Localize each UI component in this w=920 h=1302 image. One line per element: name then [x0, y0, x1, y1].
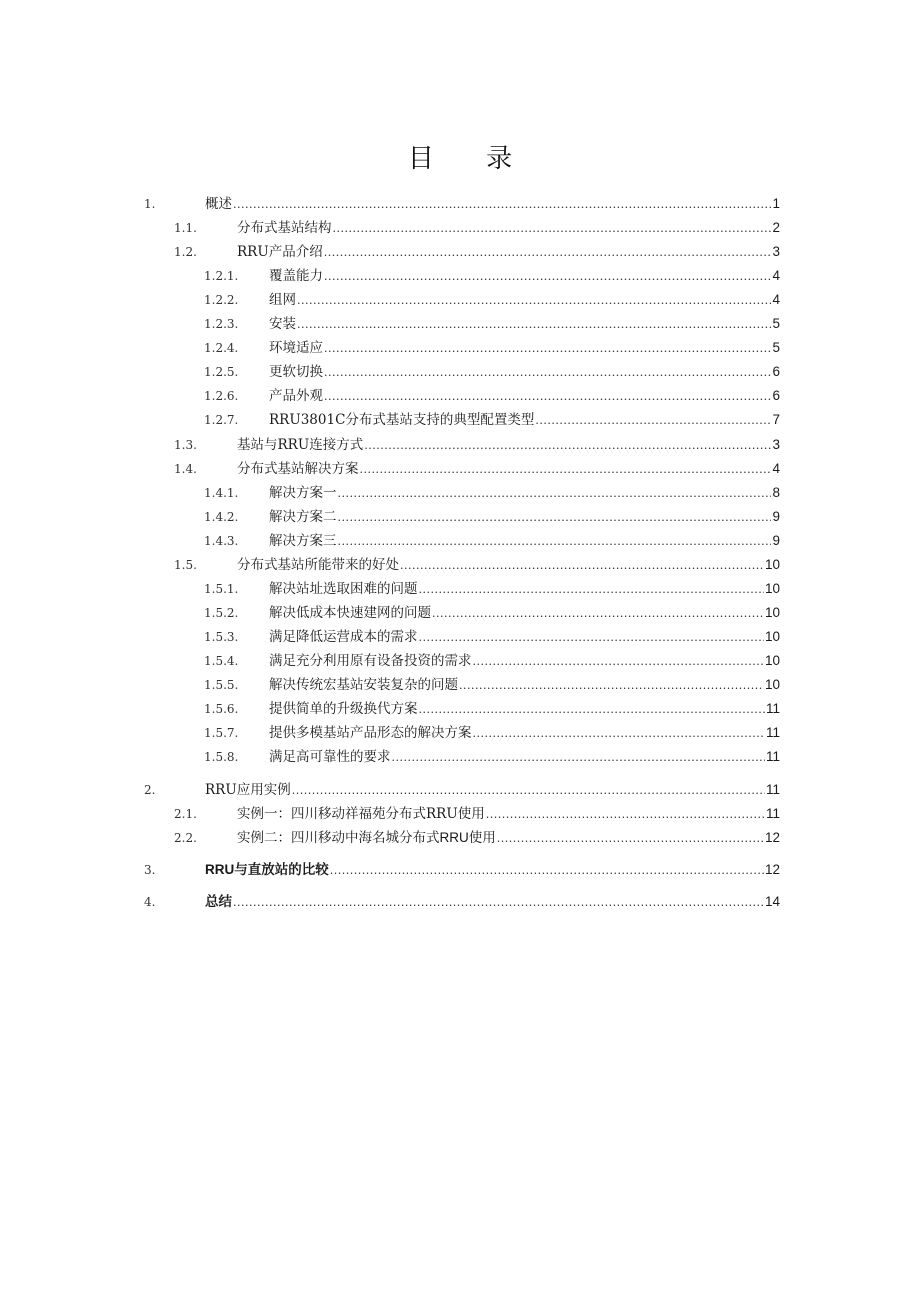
- toc-entry[interactable]: [138, 361, 780, 383]
- toc-entry[interactable]: [138, 803, 780, 825]
- toc-entry-title: 解决站址选取困难的问题: [269, 581, 418, 597]
- toc-leader-dots: [360, 459, 772, 481]
- toc-entry-page: 11: [765, 749, 780, 764]
- toc-entry-page: 11: [765, 806, 780, 821]
- toc-leader-dots: [297, 314, 771, 336]
- toc-entry-page: 12: [764, 862, 780, 877]
- toc-entry-title: 覆盖能力: [269, 268, 323, 284]
- toc-leader-dots: [324, 266, 771, 288]
- toc-entry-title: RRU应用实例: [205, 782, 291, 798]
- toc-entry-title: 实例二：四川移动中海名城分布式RRU使用: [237, 830, 496, 845]
- toc-entry-page: 11: [765, 701, 780, 716]
- toc-entry-page: 12: [764, 830, 780, 845]
- toc-entry-page: 3: [772, 437, 780, 452]
- toc-entry-number: 1.2.3.: [204, 317, 239, 331]
- toc-entry[interactable]: [138, 859, 780, 881]
- toc-entry-title: 分布式基站所能带来的好处: [237, 557, 399, 573]
- toc-entry-title: 更软切换: [269, 364, 323, 380]
- toc-entry-page: 10: [764, 581, 780, 596]
- toc-entry-number: 1.3.: [174, 438, 197, 452]
- toc-entry-number: 1.2.5.: [204, 365, 239, 379]
- toc-leader-dots: [324, 338, 771, 360]
- toc-entry-page: 2: [772, 220, 780, 235]
- toc-entry-number: 4.: [144, 895, 156, 909]
- toc-leader-dots: [432, 603, 764, 625]
- toc-entry-page: 5: [772, 340, 780, 355]
- toc-entry-number: 2.: [144, 783, 156, 797]
- toc-entry-title: 满足降低运营成本的需求: [269, 629, 418, 645]
- toc-leader-dots: [419, 627, 764, 649]
- toc-entry[interactable]: [138, 385, 780, 407]
- toc-entry-title: 安装: [269, 316, 296, 332]
- toc-entry-number: 1.5.2.: [204, 606, 239, 620]
- toc-entry-page: 4: [772, 292, 780, 307]
- toc-entry-number: 1.2.4.: [204, 341, 239, 355]
- toc-entry-title: RRU3801C分布式基站支持的典型配置类型: [269, 412, 535, 428]
- toc-leader-dots: [233, 194, 771, 216]
- toc-entry-number: 1.4.1.: [204, 486, 239, 500]
- toc-entry-title: 组网: [269, 292, 296, 308]
- toc-leader-dots: [338, 507, 772, 529]
- toc-entry-page: 8: [772, 485, 780, 500]
- toc-entry[interactable]: [138, 650, 780, 672]
- toc-entry-title: 产品外观: [269, 388, 323, 404]
- toc-leader-dots: [392, 747, 765, 769]
- toc-entry-number: 1.4.3.: [204, 534, 239, 548]
- toc-leader-dots: [324, 242, 772, 264]
- toc-leader-dots: [400, 555, 764, 577]
- toc-entry-title: 解决方案二: [269, 509, 337, 525]
- toc-leader-dots: [292, 780, 765, 802]
- toc-entry-number: 1.5.7.: [204, 726, 239, 740]
- toc-entry[interactable]: [138, 458, 780, 480]
- toc-entry[interactable]: [138, 289, 780, 311]
- toc-entry-number: 1.4.: [174, 462, 197, 476]
- toc-entry-title: 概述: [205, 196, 232, 212]
- toc-leader-dots: [364, 435, 771, 457]
- toc-entry-title: 提供简单的升级换代方案: [269, 701, 418, 717]
- toc-entry[interactable]: [138, 506, 780, 528]
- toc-entry[interactable]: [138, 193, 780, 215]
- toc-entry-title: 解决传统宏基站安装复杂的问题: [269, 677, 458, 693]
- toc-entry-page: 14: [764, 894, 780, 909]
- toc-entry-page: 6: [772, 388, 780, 403]
- toc-leader-dots: [497, 828, 764, 850]
- toc-entry-title: 满足充分利用原有设备投资的需求: [269, 653, 472, 669]
- toc-entry-number: 1.5.3.: [204, 630, 239, 644]
- toc-entry[interactable]: [138, 779, 780, 801]
- toc-entry-page: 5: [772, 316, 780, 331]
- toc-entry-page: 10: [764, 557, 780, 572]
- toc-entry[interactable]: [138, 434, 780, 456]
- toc-entry-page: 6: [772, 364, 780, 379]
- toc-leader-dots: [486, 804, 765, 826]
- toc-entry-page: 10: [764, 629, 780, 644]
- toc-entry-number: 1.5.6.: [204, 702, 239, 716]
- toc-leader-dots: [473, 723, 765, 745]
- toc-leader-dots: [333, 218, 772, 240]
- toc-entry-number: 1.2.6.: [204, 389, 239, 403]
- toc-entry-number: 2.1.: [174, 807, 197, 821]
- page-title: 目 录: [407, 144, 535, 174]
- toc-leader-dots: [338, 531, 772, 553]
- toc-entry[interactable]: [138, 578, 780, 600]
- toc-entry-number: 1.5.8.: [204, 750, 239, 764]
- toc-entry[interactable]: [138, 674, 780, 696]
- toc-entry[interactable]: [138, 746, 780, 768]
- toc-entry-page: 9: [772, 533, 780, 548]
- toc-entry[interactable]: [138, 482, 780, 504]
- toc-entry-title: 提供多模基站产品形态的解决方案: [269, 725, 472, 741]
- toc-entry-number: 1.2.7.: [204, 413, 239, 427]
- toc-entry-title: 实例一：四川移动祥福苑分布式RRU使用: [237, 806, 485, 822]
- toc-entry[interactable]: [138, 409, 780, 431]
- toc-entry-page: 1: [772, 196, 780, 211]
- toc-entry[interactable]: [138, 554, 780, 576]
- toc-leader-dots: [338, 483, 772, 505]
- toc-leader-dots: [330, 860, 764, 882]
- toc-entry-title: 总结: [205, 894, 232, 909]
- toc-entry[interactable]: [138, 602, 780, 624]
- toc-leader-dots: [324, 386, 771, 408]
- toc-entry-page: 9: [772, 509, 780, 524]
- toc-entry[interactable]: [138, 891, 780, 913]
- toc-entry[interactable]: [138, 217, 780, 239]
- toc-entry-page: 4: [772, 461, 780, 476]
- toc-entry-title: 环境适应: [269, 340, 323, 356]
- toc-entry-number: 1.5.: [174, 558, 197, 572]
- toc-entry-title: 分布式基站结构: [237, 220, 332, 236]
- toc-entry[interactable]: [138, 827, 780, 849]
- toc-leader-dots: [297, 290, 771, 312]
- toc-entry-page: 4: [772, 268, 780, 283]
- toc-entry[interactable]: [138, 698, 780, 720]
- toc-entry-title: 解决方案三: [269, 533, 337, 549]
- toc-leader-dots: [459, 675, 764, 697]
- toc-entry-page: 7: [772, 412, 780, 427]
- toc-entry-page: 3: [772, 244, 780, 259]
- toc-entry-number: 1.5.1.: [204, 582, 239, 596]
- toc-entry-page: 10: [764, 653, 780, 668]
- toc-leader-dots: [535, 410, 771, 432]
- toc-entry-title: RRU与直放站的比较: [205, 862, 329, 877]
- toc-entry-title: 解决低成本快速建网的问题: [269, 605, 431, 621]
- toc-entry-number: 1.2.2.: [204, 293, 239, 307]
- toc-entry-page: 11: [765, 725, 780, 740]
- toc-entry-number: 1.5.5.: [204, 678, 239, 692]
- toc-entry-number: 1.2.: [174, 245, 197, 259]
- toc-entry-page: 10: [764, 677, 780, 692]
- toc-leader-dots: [233, 892, 764, 914]
- toc-entry-number: 3.: [144, 863, 156, 877]
- toc-entry-title: 满足高可靠性的要求: [269, 749, 391, 765]
- toc-entry[interactable]: [138, 530, 780, 552]
- toc-entry-number: 1.: [144, 197, 156, 211]
- toc-entry-number: 2.2.: [174, 831, 197, 845]
- toc-leader-dots: [419, 699, 765, 721]
- toc-entry[interactable]: [138, 265, 780, 287]
- toc-leader-dots: [419, 579, 764, 601]
- toc-entry-number: 1.2.1.: [204, 269, 239, 283]
- toc-entry-title: 解决方案一: [269, 485, 337, 501]
- toc-entry-title: 基站与RRU连接方式: [237, 437, 364, 453]
- toc-entry[interactable]: [138, 337, 780, 359]
- toc-entry-page: 11: [765, 782, 780, 797]
- toc-entry[interactable]: [138, 626, 780, 648]
- toc-entry[interactable]: [138, 241, 780, 263]
- toc-entry[interactable]: [138, 313, 780, 335]
- toc-entry-title: 分布式基站解决方案: [237, 461, 359, 477]
- toc-leader-dots: [473, 651, 764, 673]
- toc-entry-number: 1.1.: [174, 221, 197, 235]
- toc-entry-number: 1.5.4.: [204, 654, 239, 668]
- toc-entry-number: 1.4.2.: [204, 510, 239, 524]
- toc-entry-title: RRU产品介绍: [237, 244, 323, 260]
- toc-leader-dots: [324, 362, 771, 384]
- toc-entry-page: 10: [764, 605, 780, 620]
- toc-entry[interactable]: [138, 722, 780, 744]
